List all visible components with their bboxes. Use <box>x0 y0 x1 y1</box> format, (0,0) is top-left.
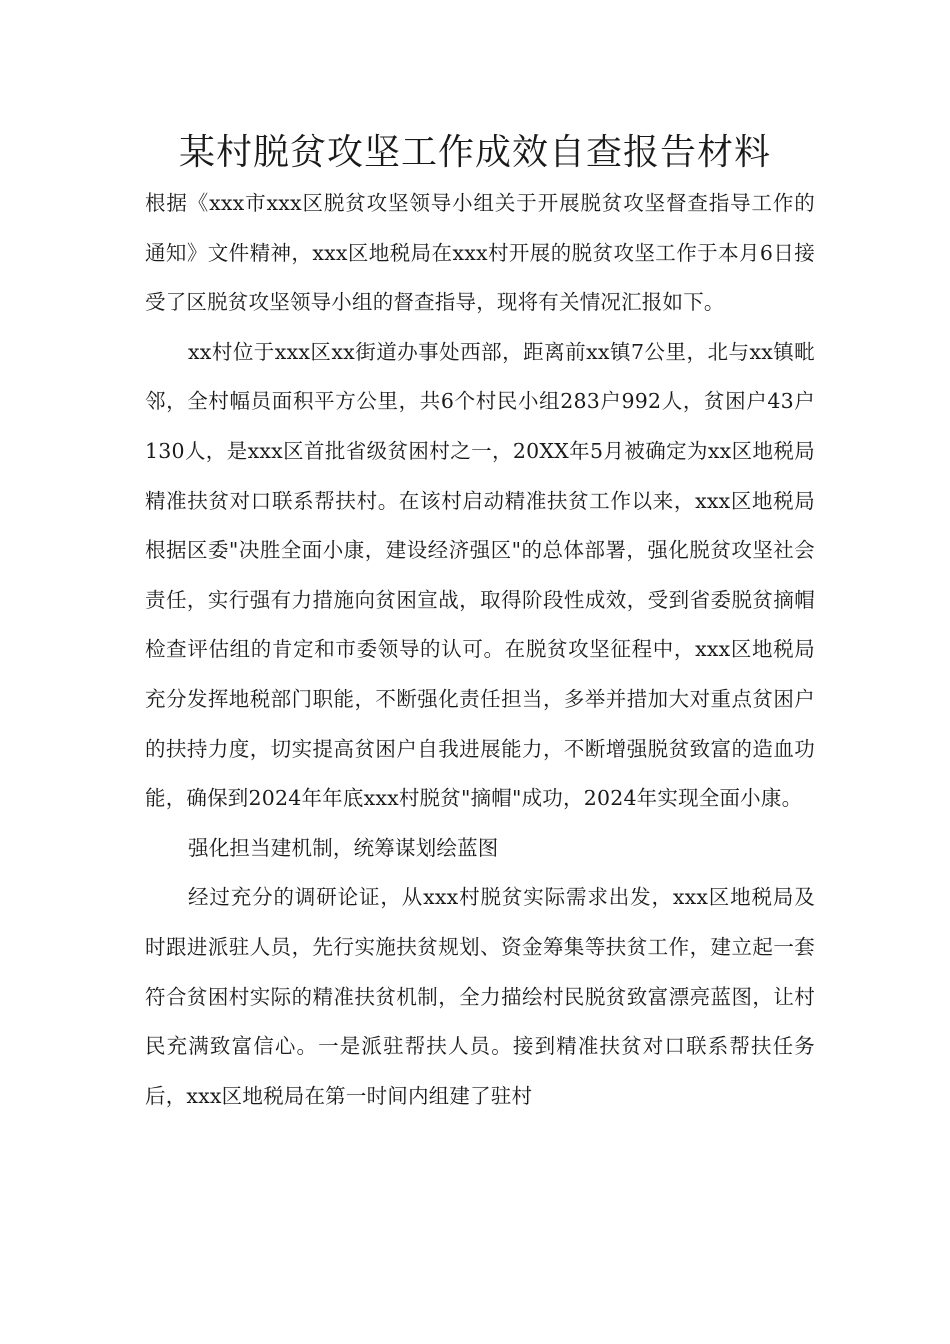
paragraph-mechanism: 经过充分的调研论证，从xxx村脱贫实际需求出发，xxx区地税局及时跟进派驻人员，先行实施扶贫规划、资金筹集等扶贫工作，建立起一套符合贫困村实际的精准扶贫机制，全力描绘村民脱贫致富漂亮蓝图，让村民充满致富信心。一是派驻帮扶人员。接到精准扶贫对口联系帮扶任务后，xxx区地税局在第一时间内组建了驻村 <box>145 885 815 1108</box>
document-body <box>145 179 815 1121</box>
paragraph-intro: 根据《xxx市xxx区脱贫攻坚领导小组关于开展脱贫攻坚督查指导工作的通知》文件精神，xxx区地税局在xxx村开展的脱贫攻坚工作于本月6日接受了区脱贫攻坚领导小组的督查指导，现将有关情况汇报如下。 <box>145 191 815 315</box>
section-heading: 强化担当建机制，统筹谋划绘蓝图 <box>188 835 499 860</box>
paragraph-village-overview: xx村位于xxx区xx街道办事处西部，距离前xx镇7公里，北与xx镇毗邻，全村幅员面积平方公里，共6个村民小组283户992人，贫困户43户130人，是xxx区首批省级贫困村之一，20XX年5月被确定为xx区地税局精准扶贫对口联系帮扶村。在该村启动精准扶贫工作以来，xxx区地税局根据区委"决胜全面小康，建设经济强区"的总体部署，强化脱贫攻坚社会责任，实行强有力措施向贫困宣战，取得阶段性成效，受到省委脱贫摘帽检查评估组的肯定和市委领导的认可。在脱贫攻坚征程中，xxx区地税局充分发挥地税部门职能，不断强化责任担当，多举并措加大对重点贫困户的扶持力度，切实提高贫困户自我进展能力，不断增强脱贫致富的造血功能，确保到2024年年底xxx村脱贫"摘帽"成功，2024年实现全面小康。 <box>145 339 815 811</box>
document-title: 某村脱贫攻坚工作成效自查报告材料 <box>178 132 771 173</box>
